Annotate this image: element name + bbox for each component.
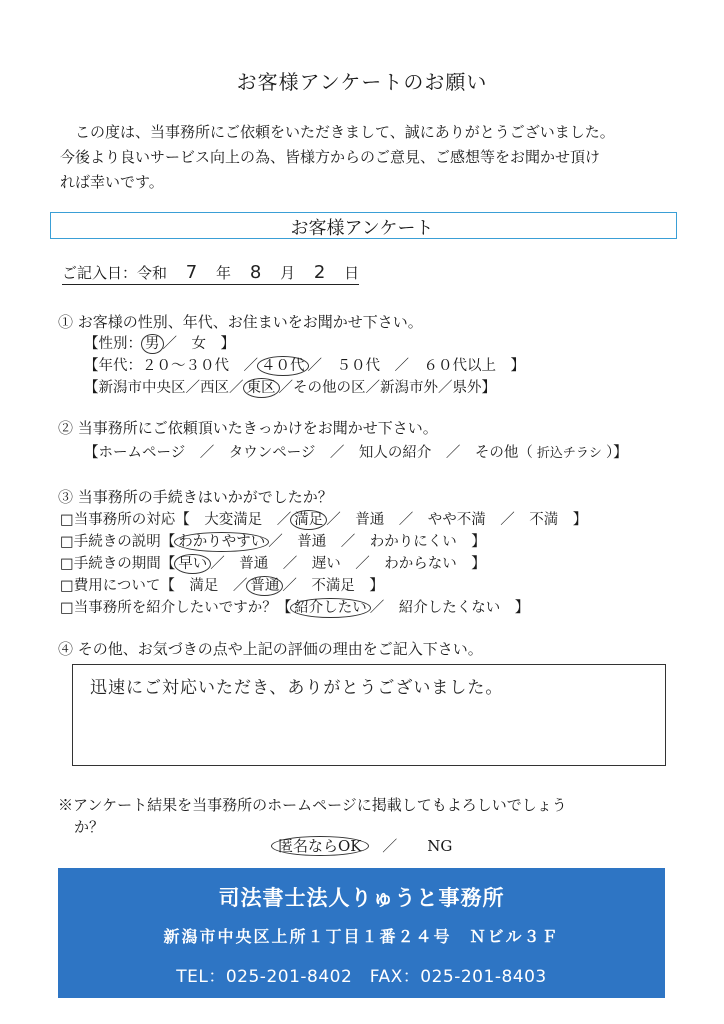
intro-line-3: れば幸いです。 [60,173,164,191]
q3-r5-selected[interactable]: 紹介したい [290,598,371,618]
q3-r2-selected[interactable]: わかりやすい [174,532,269,552]
q3-referral-row [60,596,529,618]
q2-other-text: 折込チラシ [536,446,602,461]
footer-address: 新潟市中央区上所１丁目１番２４号 Ｎビル３Ｆ [163,927,560,946]
notice-line-1: ※アンケート結果を当事務所のホームページに掲載してもよろしいでしょう [58,796,567,814]
q3-question: ③ 当事務所の手続きはいかがでしたか？ [58,488,333,506]
date-year: 7 [185,262,198,283]
date-day: 2 [313,262,326,283]
q2-question: ② 当事務所にご依頼頂いたきっかけをお聞かせ下さい。 [58,419,438,437]
date-year-unit: 年 [216,264,232,282]
q3-r1-prefix: □当事務所の対応【 大変満足 ／ [60,512,292,528]
q3-response-row [60,508,587,530]
consent-row [272,835,452,856]
q1-area-row [84,376,496,398]
q1-age-selected[interactable]: ４０代 [257,356,309,376]
q2-close: ）】 [605,445,628,461]
q3-r3-rest: ／ 普通 ／ 遅い ／ わからない 】 [210,556,486,572]
q1-gender-selected[interactable]: 男 [141,334,164,354]
q1-gender-row [84,332,235,354]
q2-options: 【ホームページ ／ タウンページ ／ 知人の紹介 ／ その他（ [84,445,533,461]
q3-explanation-row [60,530,486,552]
q4-question: ④ その他、お気づきの点や上記の評価の理由をご記入下さい。 [58,640,483,658]
q3-r2-rest: ／ 普通 ／ わかりにくい 】 [268,534,486,550]
notice-line-2: か？ [74,818,105,836]
q3-r4-rest: ／ 不満足 】 [282,578,384,594]
q3-r5-prefix: □当事務所を紹介したいですか？【 [60,600,292,616]
date-month: 8 [249,262,262,283]
q1-age-rest: ／ ５０代 ／ ６０代以上 】 [307,358,525,374]
q1-age-row [84,354,525,376]
date-label: ご記入日：令和 [62,264,168,282]
publication-notice [58,794,678,838]
survey-title: お客様アンケート [290,218,434,239]
entry-date-underline [62,262,359,285]
q3-r1-selected[interactable]: 満足 [290,510,327,530]
q1-question: ① お客様の性別、年代、お住まいをお聞かせ下さい。 [58,313,423,331]
footer-contact: TEL：025-201-8402 FAX：025-201-8403 [176,967,547,987]
q1-area-selected[interactable]: 東区 [243,378,280,398]
q1-area-prefix: 【新潟市中央区／西区／ [84,380,244,396]
date-day-unit: 日 [344,264,360,282]
q3-r4-selected[interactable]: 普通 [246,576,283,596]
q3-r3-selected[interactable]: 早い [174,554,211,574]
consent-selected[interactable]: 匿名ならOK [271,836,369,856]
intro-line-1: この度は、当事務所にご依頼をいただきまして、誠にありがとうございました。 [75,123,615,141]
entry-date [62,262,359,285]
q1-gender-prefix: 【性別： [84,336,142,352]
comment-text: 迅速にご対応いただき、ありがとうございました。 [90,678,504,698]
consent-rest: ／ NG [382,837,453,855]
q1-gender-rest: ／ 女 】 [162,336,235,352]
q3-r1-rest: ／ 普通 ／ やや不満 ／ 不満 】 [326,512,588,528]
q3-r2-prefix: □手続きの説明【 [60,534,176,550]
date-month-unit: 月 [280,264,296,282]
q3-r5-rest: ／ 紹介したくない 】 [369,600,530,616]
intro-paragraph [60,120,680,195]
q3-r4-prefix: □費用について【 満足 ／ [60,578,248,594]
footer-office-name: 司法書士法人りゅうと事務所 [218,885,505,910]
intro-line-2: 今後より良いサービス向上の為、皆様方からのご意見、ご感想等をお聞かせ頂け [60,148,601,166]
q3-duration-row [60,552,486,574]
q1-area-rest: ／その他の区／新潟市外／県外】 [278,380,496,396]
q2-options-row [84,441,628,462]
q1-age-prefix: 【年代：２０～３０代 ／ [84,358,258,374]
q3-fee-row [60,574,384,596]
q3-r3-prefix: □手続きの期間【 [60,556,176,572]
page-title: お客様アンケートのお願い [236,70,488,94]
